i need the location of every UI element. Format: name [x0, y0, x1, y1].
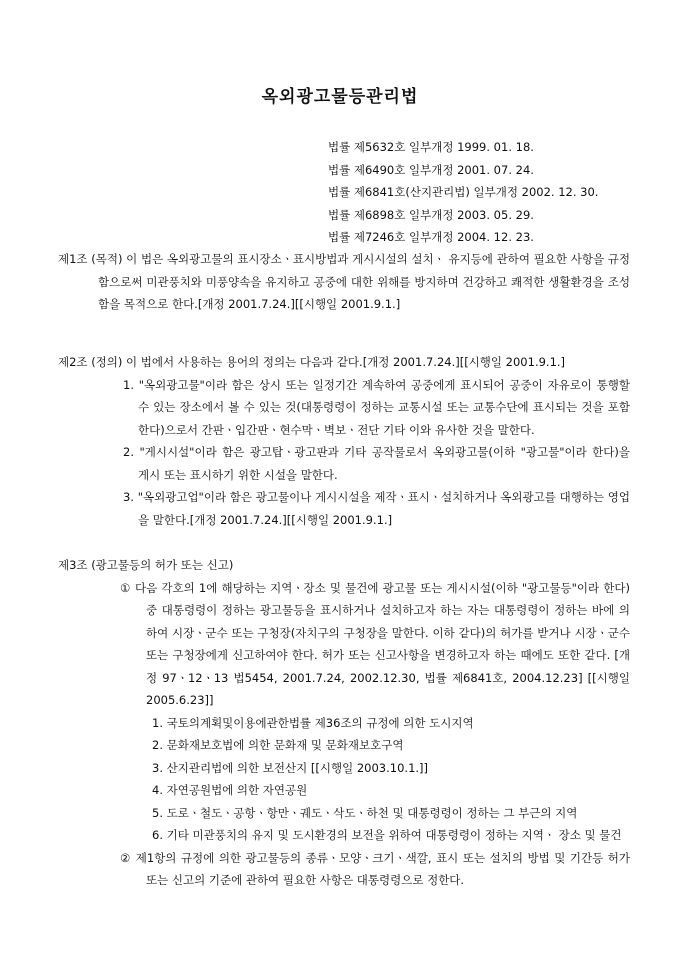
- article-3: [58, 554, 630, 892]
- article-2-item: 1. "옥외광고물"이라 함은 상시 또는 일정기간 계속하여 공중에게 표시되어 공중이 자유로이 통행할 수 있는 장소에서 볼 수 있는 것(대통령령이 정하는 교통시설 또는 교통수단에 표시되는 것을 포함한다)으로서 간판ㆍ입간판ㆍ현수막ㆍ벽보ㆍ전단 기타 이와 유사한 것을 말한다.: [123, 377, 630, 437]
- document-title: 옥외광고물등관리법: [261, 87, 419, 107]
- article-3-paragraph-2: ② 제1항의 규정에 의한 광고물등의 종류ㆍ모양ㆍ크기ㆍ색깔, 표시 또는 설치의 방법 및 기간등 허가 또는 신고의 기준에 관하여 필요한 사항은 대통령령으로 정한다.: [120, 850, 630, 887]
- article-1: [58, 248, 630, 316]
- article-3-paragraph-1: ① 다음 각호의 1에 해당하는 지역ㆍ장소 및 물건에 광고물 또는 게시시설(이하 "광고물등"이라 한다)중 대통령령이 정하는 광고물등을 표시하거나 설치하고자 하는 자는 대통령령이 정하는 바에 의하여 시장ㆍ군수 또는 구청장(자치구의 구청장을 말한다. 이하 같다)의 허가를 받거나 시장ㆍ군수 또는 구청장에게 신고하여야 한다. 허가 또는 신고사항을 변경하고자 하는 때에도 또한 같다. [개정 97ㆍ12ㆍ13 법5454, 2001.7.24, 2002.12.30, 법률 제6841호, 2004.12.23] [[시행일 2005.6.23]]: [120, 580, 630, 707]
- article-3-subitem: 6. 기타 미관풍치의 유지 및 도시환경의 보전을 위하여 대통령령이 정하는 지역ㆍ 장소 및 물건: [152, 828, 622, 842]
- amendment-history: [328, 136, 598, 249]
- article-1-text: 제1조 (목적) 이 법은 옥외광고물의 표시장소ㆍ표시방법과 게시시설의 설치ㆍ 유지등에 관하여 필요한 사항을 규정함으로써 미관풍치와 미풍양속을 유지하고 공중에 대한 위해를 방지하며 건강하고 쾌적한 생활환경을 조성함을 목적으로 한다.[개정 2001.7.24.][[시행일 2001.9.1.]: [58, 252, 630, 311]
- amendment-line: 법률 제6898호 일부개정 2003. 05. 29.: [328, 207, 534, 222]
- article-2-item: 2. "게시시설"이라 함은 광고탑ㆍ광고판과 기타 공작물로서 옥외광고물(이하 "광고물"이라 한다)을 게시 또는 표시하기 위한 시설을 말한다.: [123, 445, 630, 482]
- article-3-subitem: 2. 문화재보호법에 의한 문화재 및 문화재보호구역: [152, 738, 404, 752]
- amendment-line: 법률 제7246호 일부개정 2004. 12. 23.: [328, 230, 534, 244]
- amendment-line: 법률 제5632호 일부개정 1999. 01. 18.: [328, 140, 534, 154]
- amendment-line: 법률 제6490호 일부개정 2001. 07. 24.: [328, 162, 534, 177]
- article-2-heading: 제2조 (정의) 이 법에서 사용하는 용어의 정의는 다음과 같다.[개정 2001.7.24.][[시행일 2001.9.1.]: [58, 355, 566, 369]
- article-3-subitem: 1. 국토의계획및이용에관한법률 제36조의 규정에 의한 도시지역: [152, 715, 474, 730]
- article-2: [58, 351, 630, 531]
- article-3-heading: 제3조 (광고물등의 허가 또는 신고): [58, 558, 234, 572]
- amendment-line: 법률 제6841호(산지관리법) 일부개정 2002. 12. 30.: [328, 185, 599, 199]
- article-2-item: 3. "옥외광고업"이라 함은 광고물이나 게시시설을 제작ㆍ표시ㆍ설치하거나 옥외광고를 대행하는 영업을 말한다.[개정 2001.7.24.][[시행일 2001.9.1.]: [123, 490, 630, 527]
- article-3-subitem: 4. 자연공원법에 의한 자연공원: [152, 783, 308, 797]
- article-3-subitem: 3. 산지관리법에 의한 보전산지 [[시행일 2003.10.1.]]: [152, 760, 429, 775]
- article-3-subitem: 5. 도로ㆍ철도ㆍ공항ㆍ항만ㆍ궤도ㆍ삭도ㆍ하천 및 대통령령이 정하는 그 부근의 지역: [152, 805, 578, 820]
